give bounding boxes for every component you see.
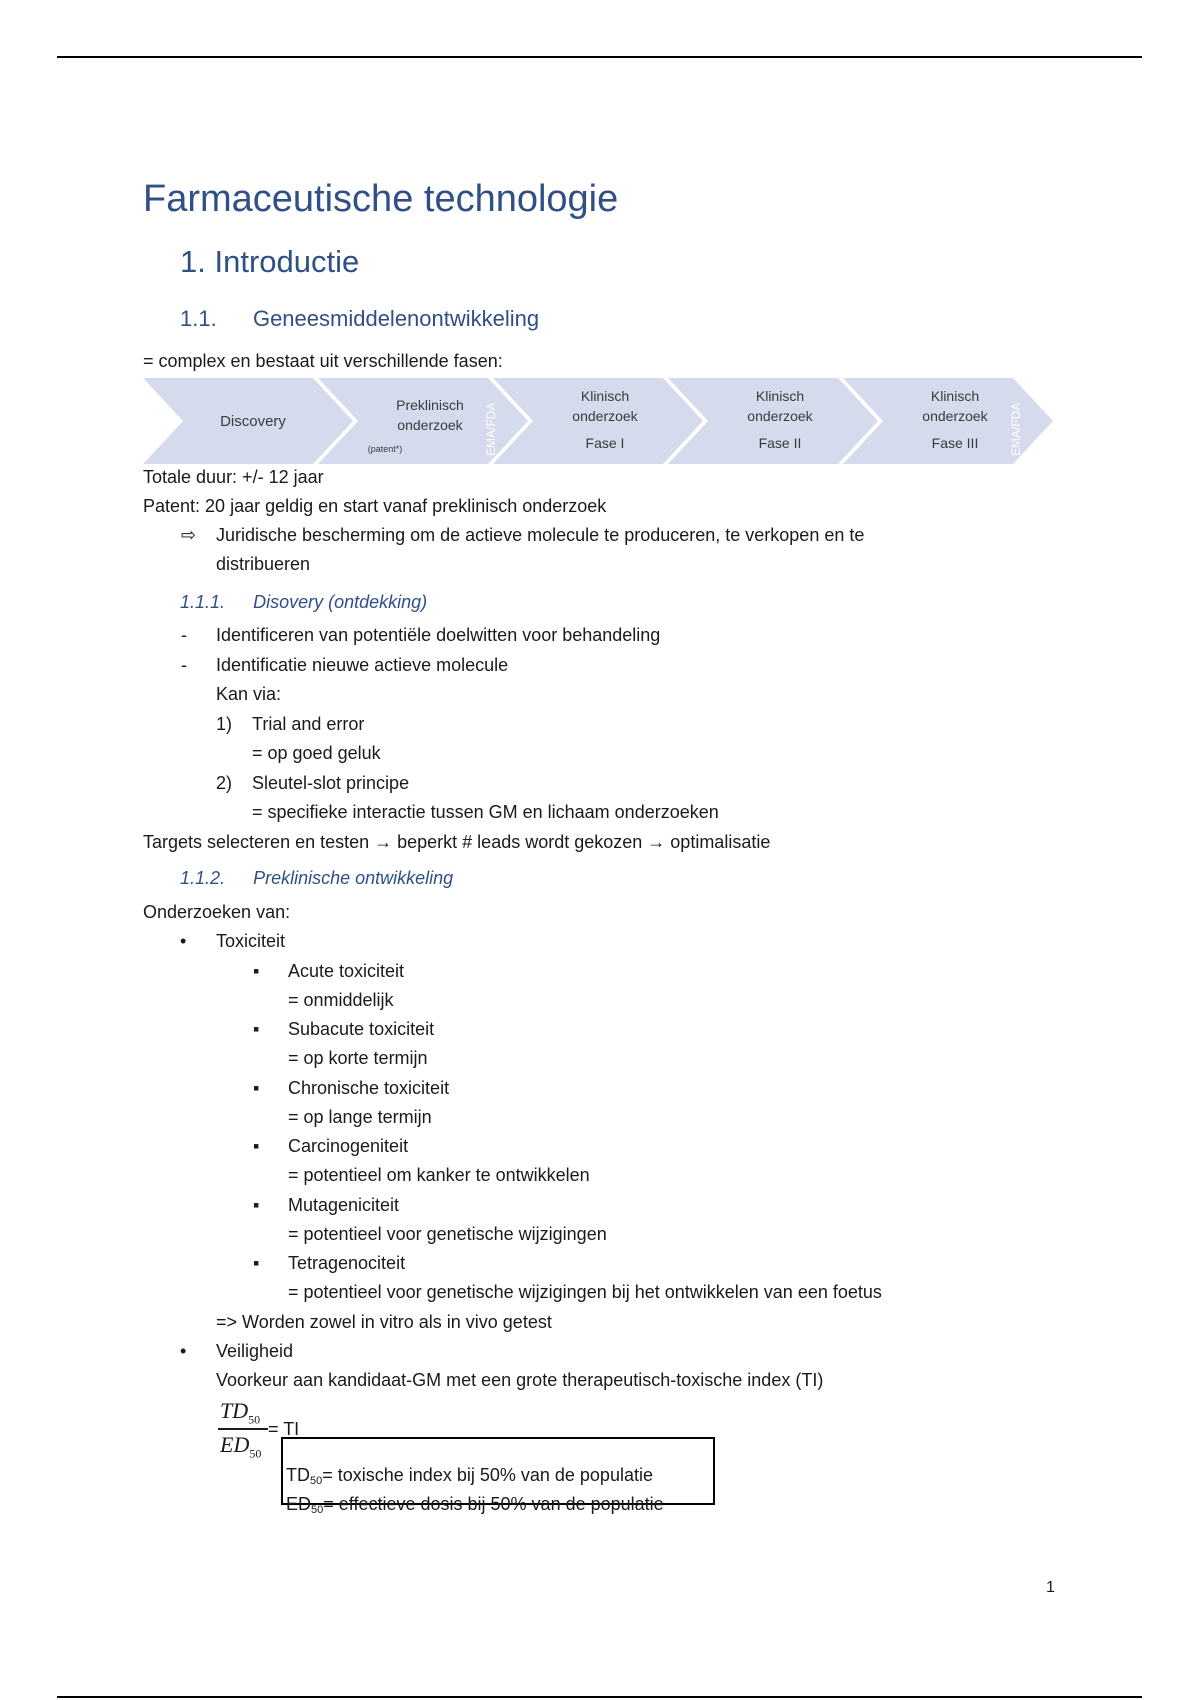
- tox-item-desc: = potentieel voor genetische wijzigingen bij het ontwikkelen van een foetus: [288, 1282, 882, 1302]
- tox-item-desc: = potentieel voor genetische wijzigingen: [288, 1224, 607, 1244]
- method-label: Trial and error: [252, 714, 365, 734]
- patent-line: Patent: 20 jaar geldig en start vanaf preklinisch onderzoek: [143, 496, 607, 516]
- kan-via: Kan via:: [216, 684, 282, 704]
- def-sub: 50: [311, 1504, 324, 1516]
- arrow-bullet-icon: ⇨: [181, 525, 197, 545]
- arrow-note-line2: distribueren: [216, 554, 311, 574]
- def-abbr: TD: [286, 1465, 310, 1485]
- phase-label-fase1-3: Fase I: [585, 435, 625, 451]
- phase-label-fase2-1: Klinisch: [755, 388, 805, 404]
- tox-item-label: Mutageniciteit: [288, 1195, 400, 1215]
- section-1-label: Introductie: [214, 244, 360, 279]
- phase-label-fase2-3: Fase II: [758, 435, 802, 451]
- section-1-1-2-label: Preklinische ontwikkeling: [253, 868, 454, 888]
- phase-label-preklinisch-1: Preklinisch: [396, 397, 464, 413]
- phase-label-fase3-1: Klinisch: [930, 388, 980, 404]
- targets-line: Targets selecteren en testen → beperkt # leads wordt gekozen → optimalisatie: [143, 832, 771, 852]
- tox-tested-line: => Worden zowel in vitro als in vivo getest: [216, 1312, 552, 1332]
- tox-item-desc: = op korte termijn: [288, 1048, 428, 1068]
- formula-numerator: [220, 1398, 260, 1427]
- vertical-label-ema-fda-2: EMA/FDA: [1009, 402, 1023, 456]
- formula-rhs: = TI: [268, 1419, 300, 1439]
- formula-td-sub: 50: [248, 1412, 261, 1427]
- def-abbr: ED: [286, 1494, 312, 1514]
- formula-ed-sub: 50: [249, 1446, 262, 1461]
- method-desc: = op goed geluk: [252, 743, 381, 763]
- tox-item-label: Subacute toxiciteit: [288, 1019, 435, 1039]
- method-label: Sleutel-slot principe: [252, 773, 410, 793]
- section-1-1-heading: [180, 306, 539, 332]
- tox-item-desc: = op lange termijn: [288, 1107, 432, 1127]
- def-sub: 50: [310, 1475, 323, 1487]
- phase-label-fase3-3: Fase III: [931, 435, 979, 451]
- square-bullet-icon: ▪: [253, 1195, 260, 1215]
- method-desc: = specifieke interactie tussen GM en lichaam onderzoeken: [252, 802, 719, 822]
- page-number: 1: [1046, 1579, 1055, 1596]
- dash-bullet-icon: -: [181, 655, 187, 675]
- square-bullet-icon: ▪: [253, 1136, 260, 1156]
- discovery-item: Identificatie nieuwe actieve molecule: [216, 655, 509, 675]
- square-bullet-icon: ▪: [253, 1078, 260, 1098]
- square-bullet-icon: ▪: [253, 1019, 260, 1039]
- section-1-number: 1.: [180, 244, 206, 279]
- toxiciteit-label: Toxiciteit: [216, 931, 286, 951]
- tox-item-label: Chronische toxiciteit: [288, 1078, 450, 1098]
- phase-label-fase2-2: onderzoek: [747, 408, 813, 424]
- formula-denominator: [220, 1432, 261, 1461]
- phase-label-fase3-2: onderzoek: [922, 408, 988, 424]
- phase-label-fase1-1: Klinisch: [580, 388, 630, 404]
- def-text: = effectieve dosis bij 50% van de populatie: [323, 1494, 664, 1514]
- section-1-1-2-heading: [180, 868, 453, 889]
- header-rule: [57, 56, 1142, 58]
- vertical-label-ema-fda-1: EMA/FDA: [484, 402, 498, 456]
- method-number: 2): [216, 773, 233, 793]
- section-1-1-label: Geneesmiddelenontwikkeling: [252, 306, 540, 331]
- tox-item-desc: = potentieel om kanker te ontwikkelen: [288, 1165, 590, 1185]
- def-text: = toxische index bij 50% van de populatie: [322, 1465, 653, 1485]
- voorkeur-line: Voorkeur aan kandidaat-GM met een grote therapeutisch-toxische index (TI): [216, 1370, 824, 1390]
- arrow-note-line1: Juridische bescherming om de actieve molecule te produceren, te verkopen en te: [216, 525, 865, 545]
- tox-item-label: Tetragenociteit: [288, 1253, 406, 1273]
- dash-bullet-icon: -: [181, 625, 187, 645]
- bullet-icon: •: [180, 1341, 187, 1361]
- definition-ed50: [286, 1494, 664, 1516]
- tox-item-desc: = onmiddelijk: [288, 990, 394, 1010]
- phase-label-discovery: Discovery: [220, 413, 286, 430]
- tox-item-label: Carcinogeniteit: [288, 1136, 409, 1156]
- bullet-icon: •: [180, 931, 187, 951]
- discovery-item: Identificeren van potentiële doelwitten voor behandeling: [216, 625, 661, 645]
- phase-label-fase1-2: onderzoek: [572, 408, 638, 424]
- section-1-1-1-number: 1.1.1.: [180, 592, 226, 612]
- intro-line: = complex en bestaat uit verschillende fasen:: [143, 351, 503, 371]
- square-bullet-icon: ▪: [253, 961, 260, 981]
- onderzoeken-label: Onderzoeken van:: [143, 902, 291, 922]
- section-1-heading: [180, 244, 359, 280]
- formula-td: TD: [220, 1398, 249, 1423]
- tox-item-label: Acute toxiciteit: [288, 961, 405, 981]
- definition-td50: [286, 1465, 653, 1487]
- formula-fraction-bar: [218, 1428, 268, 1430]
- section-1-1-number: 1.1.: [180, 306, 217, 331]
- section-1-1-2-number: 1.1.2.: [180, 868, 226, 888]
- method-number: 1): [216, 714, 233, 734]
- section-1-1-1-heading: [180, 592, 427, 613]
- square-bullet-icon: ▪: [253, 1253, 260, 1273]
- phase-note-patent: (patent*): [367, 444, 403, 454]
- phase-diagram: [143, 378, 1055, 464]
- veiligheid-label: Veiligheid: [216, 1341, 294, 1361]
- section-1-1-1-label: Disovery (ontdekking): [253, 592, 428, 612]
- phase-label-preklinisch-2: onderzoek: [397, 417, 463, 433]
- total-duration: Totale duur: +/- 12 jaar: [143, 467, 324, 487]
- footer-rule: [57, 1696, 1142, 1698]
- page-title: Farmaceutische technologie: [143, 178, 619, 220]
- formula-ed: ED: [220, 1432, 250, 1457]
